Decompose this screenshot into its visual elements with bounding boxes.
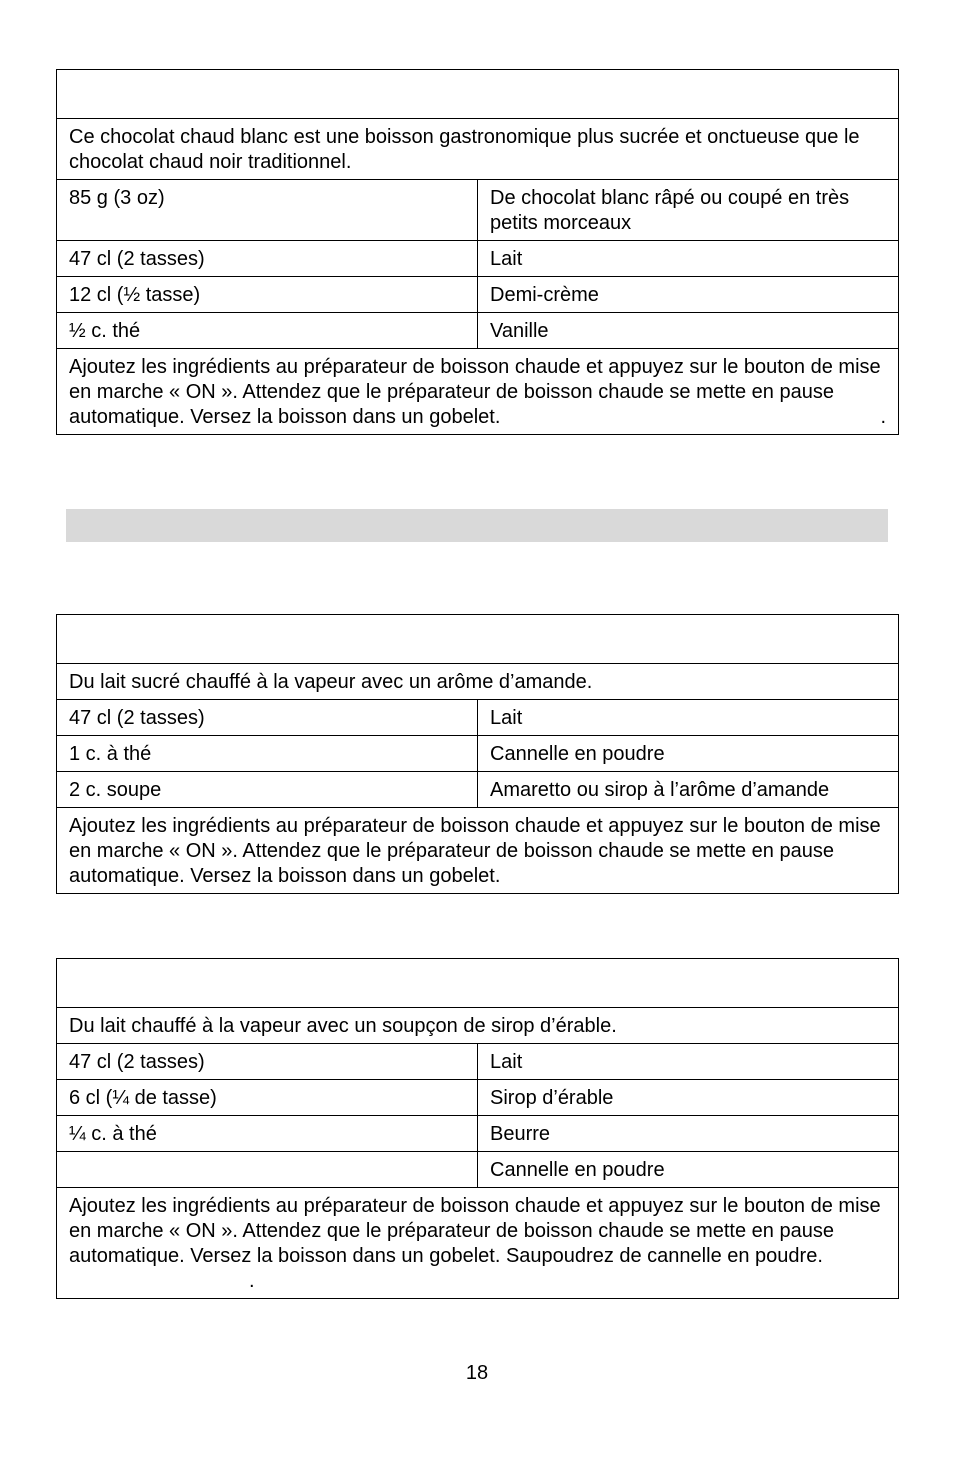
ingredient-quantity: 85 g (3 oz) (57, 180, 478, 241)
recipe-instructions: Ajoutez les ingrédients au préparateur de boisson chaude et appuyez sur le bouton de mise en marche « ON ». Attendez que le préparateur de boisson chaude se mette en pause automatique. Versez la boisson dans un gobelet. (69, 356, 881, 428)
section-banner (66, 509, 888, 542)
ingredient-quantity: 2 c. soupe (57, 772, 478, 808)
recipe-description-row (57, 119, 899, 180)
recipe-instructions: Ajoutez les ingrédients au préparateur de boisson chaude et appuyez sur le bouton de mise en marche « ON ». Attendez que le préparateur de boisson chaude se mette en pause automatique. Versez la boisson dans un gobelet. (57, 808, 899, 894)
recipe-description: Du lait sucré chauffé à la vapeur avec un arôme d’amande. (57, 664, 899, 700)
ingredient-name: Lait (478, 241, 899, 277)
ingredient-row (57, 313, 899, 349)
recipe-table-white-chocolate (56, 69, 899, 435)
recipe-title-row (57, 959, 899, 1008)
ingredient-name: Vanille (478, 313, 899, 349)
ingredient-quantity: 1 c. à thé (57, 736, 478, 772)
ingredient-name: Lait (478, 1044, 899, 1080)
recipe-title (57, 959, 899, 1008)
recipe-instructions-cell (57, 1188, 899, 1299)
recipe-instructions-row (57, 349, 899, 435)
recipe-description: Ce chocolat chaud blanc est une boisson gastronomique plus sucrée et onctueuse que le chocolat chaud noir traditionnel. (57, 119, 899, 180)
ingredient-name: De chocolat blanc râpé ou coupé en très petits morceaux (478, 180, 899, 241)
ingredient-row (57, 277, 899, 313)
ingredient-name: Amaretto ou sirop à l’arôme d’amande (478, 772, 899, 808)
ingredient-row (57, 772, 899, 808)
ingredient-row (57, 700, 899, 736)
ingredient-name: Cannelle en poudre (478, 736, 899, 772)
ingredient-quantity: ½ c. thé (57, 313, 478, 349)
recipe-instructions-row (57, 1188, 899, 1299)
recipe-title-row (57, 70, 899, 119)
ingredient-quantity: 12 cl (½ tasse) (57, 277, 478, 313)
ingredient-row (57, 241, 899, 277)
ingredient-quantity: 6 cl (¼ de tasse) (57, 1080, 478, 1116)
ingredient-name: Beurre (478, 1116, 899, 1152)
ingredient-quantity (57, 1152, 478, 1188)
trailing-mark: . (880, 406, 886, 428)
recipe-table-almond-milk (56, 614, 899, 894)
ingredient-quantity: 47 cl (2 tasses) (57, 700, 478, 736)
trailing-dot: . (249, 1270, 255, 1292)
recipe-description: Du lait chauffé à la vapeur avec un soupçon de sirop d’érable. (57, 1008, 899, 1044)
ingredient-name: Sirop d’érable (478, 1080, 899, 1116)
page-number: 18 (465, 1362, 489, 1384)
recipe-instructions-row (57, 808, 899, 894)
ingredient-quantity: ¼ c. à thé (57, 1116, 478, 1152)
recipe-table-maple-milk (56, 958, 899, 1299)
recipe-description-row (57, 664, 899, 700)
ingredient-row (57, 1116, 899, 1152)
recipe-description-row (57, 1008, 899, 1044)
ingredient-name: Demi-crème (478, 277, 899, 313)
ingredient-row (57, 736, 899, 772)
recipe-instructions-cell (57, 349, 899, 435)
ingredient-row (57, 1080, 899, 1116)
ingredient-row (57, 1044, 899, 1080)
ingredient-row (57, 180, 899, 241)
ingredient-quantity: 47 cl (2 tasses) (57, 1044, 478, 1080)
ingredient-name: Cannelle en poudre (478, 1152, 899, 1188)
ingredient-quantity: 47 cl (2 tasses) (57, 241, 478, 277)
ingredient-name: Lait (478, 700, 899, 736)
recipe-title (57, 615, 899, 664)
ingredient-row (57, 1152, 899, 1188)
recipe-instructions: Ajoutez les ingrédients au préparateur de boisson chaude et appuyez sur le bouton de mise en marche « ON ». Attendez que le préparateur de boisson chaude se mette en pause automatique. Versez la boisson dans un gobelet. Saupoudrez de cannelle en poudre. (69, 1195, 881, 1267)
recipe-title-row (57, 615, 899, 664)
recipe-title (57, 70, 899, 119)
